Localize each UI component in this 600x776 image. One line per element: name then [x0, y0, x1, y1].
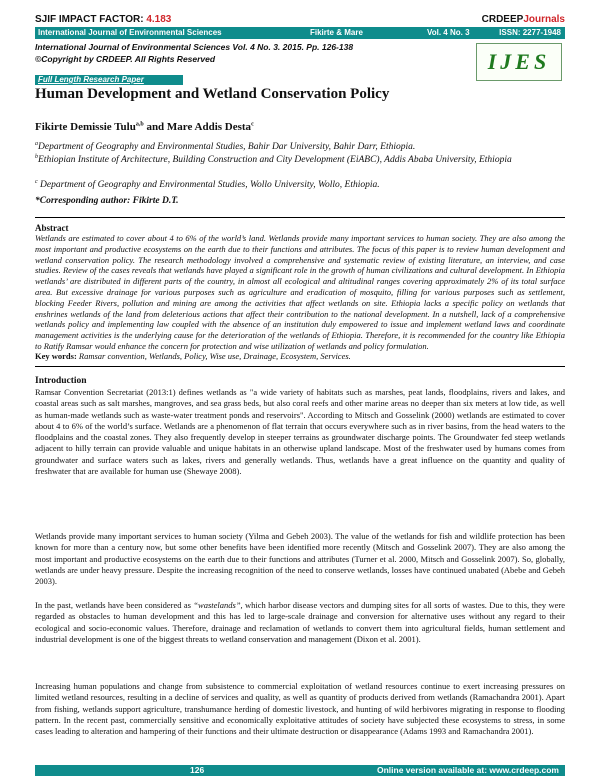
logo-text: IJES: [487, 49, 551, 74]
article-type-label: Full Length Research Paper: [35, 75, 183, 85]
affiliation-c: $^c$ Department of Geography and Environmental Studies, Wollo University, Wollo, Ethiopia.: [35, 179, 380, 191]
corresponding-author: *Corresponding author: Fikirte D.T.: [35, 196, 179, 206]
copyright-line: ©Copyright by CRDEEP. All Rights Reserved: [35, 54, 216, 64]
intro-paragraph-4: Increasing human populations and change from subsistence to commercial exploitation of wetland resources continue to exert increasing pressures on limited wetland resources, resulting in a decline of services and quality, as well as quantity of products derived from wetlands (Ramachandra 2001). Apart from fishing, wetlands support agriculture, transhumance herding of domestic livestock, and hunting of wild herbivores migrating in response to flooding pattern. In the recent past, commercially sensitive and economically exploitative attitudes of society have subjected these ecosystems to stress, in some cases leading to alteration and hampering of their functions and their ultimate destruction or disappearance (Adams 1993 and Ramachandra 2001).: [35, 681, 565, 737]
abstract-heading: Abstract: [35, 223, 69, 233]
affiliation-b: $^b$Ethiopian Institute of Architecture, Building Construction and City Development (EiABC), Addis Ababa University, Ethiopia: [35, 154, 512, 166]
divider-bottom: [35, 366, 565, 367]
keywords: Key words: Ramsar convention, Wetlands, Policy, Wise use, Drainage, Ecosystem, Services.: [35, 351, 351, 361]
page-number: 126: [190, 765, 205, 775]
bar-authors: Fikirte & Mare: [310, 28, 363, 37]
bar-issn: ISSN: 2277-1948: [499, 28, 561, 37]
journal-logo: [476, 43, 562, 81]
intro-paragraph-3: In the past, wetlands have been considered as “wastelands”, which harbor disease vectors and dumping sites for all sorts of wastes. Due to this, they were regarded as obstacles to human development and this has led to large-scale drainage and conversion for alternative uses without any regard to their ecological and socio-economic values. Therefore, drainage and reclamation of wetlands to convert them into agricultural fields, human settlement and industrial development is one of the biggest threats to wetland conservation and management (Dixon et al. 2001).: [35, 600, 565, 644]
citation-line: International Journal of Environmental Sciences Vol. 4 No. 3. 2015. Pp. 126-138: [35, 42, 354, 52]
divider-top: [35, 217, 565, 218]
brand-name: CRDEEPJournals: [481, 14, 565, 25]
intro-heading: Introduction: [35, 376, 87, 386]
intro-paragraph-1: Ramsar Convention Secretariat (2013:1) defines wetlands as "a wide variety of habitats such as marshes, peat lands, floodplains, rivers and lakes, and coastal areas such as salt marshes, mangroves, and sea grass beds, but also coral reefs and other marine areas no deeper than six meters at low tide, as well as human-made wetlands such as waste-water treatment ponds and reservoirs". According to Mitsch and Gosselink (2000) wetlands are estimated to cover about 4 to 6% of the world’s surface. Wetlands are a phenomenon of flat terrain that occurs everywhere such as in river basins, from the head waters to the floodplains and the coastal zones. They also frequently develop in steeper terrains as groundwater discharge points. The Groundwater fed steep wetlands adjacent to hilly terrain can provide valuable and unique habitats in an otherwise upland landscape. Most of the freshwater used by humans comes from groundwater and surface waters such as lakes, rivers and generally wetlands. Thus, wetlands have a great influence on the quantity and quality of freshwater that are available for human use (Shewaye 2008).: [35, 387, 565, 477]
online-url: Online version available at: www.crdeep.com: [376, 765, 559, 775]
journal-header: [35, 14, 565, 26]
author-list: Fikirte Demissie Tulu$^{a,b}$ and Mare Addis Desta$^c$: [35, 121, 254, 133]
page-title: Human Development and Wetland Conservation Policy: [35, 86, 390, 102]
bar-volume: Vol. 4 No. 3: [427, 28, 470, 37]
intro-paragraph-2: Wetlands provide many important services to human society (Yilma and Gebeh 2003). The value of the wetlands for fish and wildlife protection has been known for more than a century now, but some other benefits have been identified more recently (Mitsch and Gosselink 2007). They are also among the most important and productive ecosystems on the earth due to their functions and attributes (Turner et al. 2000, Mitsch and Gosselink 2007). So, globally, wetlands are under heavy pressure. Despite the increasing recognition of the need to conserve wetlands, losses have continued unabated (Abebe and Gebeh 2003).: [35, 531, 565, 587]
abstract-text: Wetlands are estimated to cover about 4 to 6% of the world’s land. Wetlands provide many important services to human society. They are also among the most important and productive ecosystems on the earth due to their functions and attributes. The focus of this paper is to review human development and wetland conservation policy. The research methodology involved a comprehensive and systematic review of existing literature, an interview, and case studies. Review of the cases reveals that wetlands have played a significant role in the growth of human civilizations and cultural development. In Ethiopia wetlands’ are distributed in different parts of the country, in almost all ecological and altitudinal ranges covering approximately 2% of its total surface area. But excessive drainage for various purposes such as agriculture and eradication of mosquito, filling for various purposes such as settlement, blocking Feeder Rivers, pollution and mining are among the activities that affect wetlands on site. Ethiopia lacks a specific policy on wetlands that enshrines wetlands of the land from deleterious actions that affect their contribution to the national development. In a nutshell, lack of a comprehensive wetlands policy and implementing law coupled with the absence of an institution duly empowered to issue and implement wetland laws and coordinate management activities is the underlying cause for the deterioration of the wetlands of Ethiopia. Therefore, it is recommended for the country like Ethiopia to Ratify Ramsar would enhance the concern for protection and wise utilization of wetlands and policy formulation.: [35, 233, 565, 351]
impact-factor: SJIF IMPACT FACTOR: 4.183: [35, 14, 172, 25]
bar-journal: International Journal of Environmental Sciences: [38, 28, 222, 37]
journal-info-bar: [35, 27, 565, 39]
page-footer: [35, 765, 565, 776]
affiliation-a: $^a$Department of Geography and Environmental Studies, Bahir Dar University, Bahir Darr, Ethiopia.: [35, 141, 416, 153]
